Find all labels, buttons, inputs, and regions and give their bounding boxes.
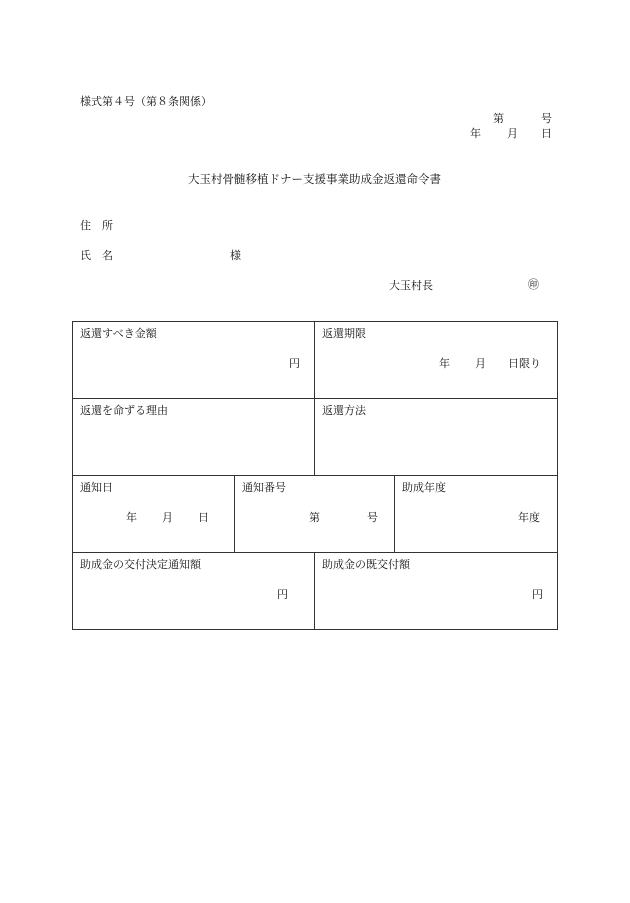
doc-number-go: 号 [541,112,552,125]
return-amount-cell [73,322,315,399]
notice-date-cell [73,476,235,553]
address-label: 住 所 [80,219,113,232]
return-deadline-label: 返還期限 [322,327,366,340]
honorific: 様 [230,249,241,262]
return-reason-label: 返還を命ずる理由 [80,404,168,417]
document-title: 大玉村骨髄移植ドナー支援事業助成金返還命令書 [188,172,441,186]
decision-notice-amount-unit: 円 [277,588,288,601]
return-amount-unit: 円 [289,357,300,370]
name-label: 氏 名 [80,249,113,262]
already-paid-amount-label: 助成金の既交付額 [322,558,410,571]
return-method-cell [315,399,558,476]
grant-fiscal-year-cell [395,476,558,553]
return-order-table [72,321,558,630]
notice-number-go: 号 [367,511,378,524]
return-deadline-cell [315,322,558,399]
return-method-label: 返還方法 [322,404,366,417]
already-paid-amount-unit: 円 [532,588,543,601]
notice-date-year: 年 [126,511,137,524]
decision-notice-amount-label: 助成金の交付決定通知額 [80,558,201,571]
form-number: 様式第４号（第８条関係） [80,95,212,108]
return-reason-cell [73,399,315,476]
notice-date-label: 通知日 [80,481,113,494]
date-day: 日 [541,127,552,140]
doc-number-dai: 第 [493,112,504,125]
already-paid-amount-cell [315,553,558,630]
seal-mark: ㊞ [528,278,539,291]
date-year: 年 [470,127,481,140]
decision-notice-amount-cell [73,553,315,630]
notice-number-label: 通知番号 [242,481,286,494]
date-month: 月 [507,127,518,140]
return-deadline-suffix: 日限り [508,357,541,370]
return-deadline-year: 年 [439,357,450,370]
return-deadline-month: 月 [475,357,486,370]
notice-date-day: 日 [198,511,209,524]
notice-date-month: 月 [162,511,173,524]
return-amount-label: 返還すべき金額 [80,327,157,340]
notice-number-cell [235,476,395,553]
grant-fiscal-year-suffix: 年度 [518,511,540,524]
grant-fiscal-year-label: 助成年度 [402,481,446,494]
issuer-name: 大玉村長 [389,279,433,292]
notice-number-dai: 第 [309,511,320,524]
